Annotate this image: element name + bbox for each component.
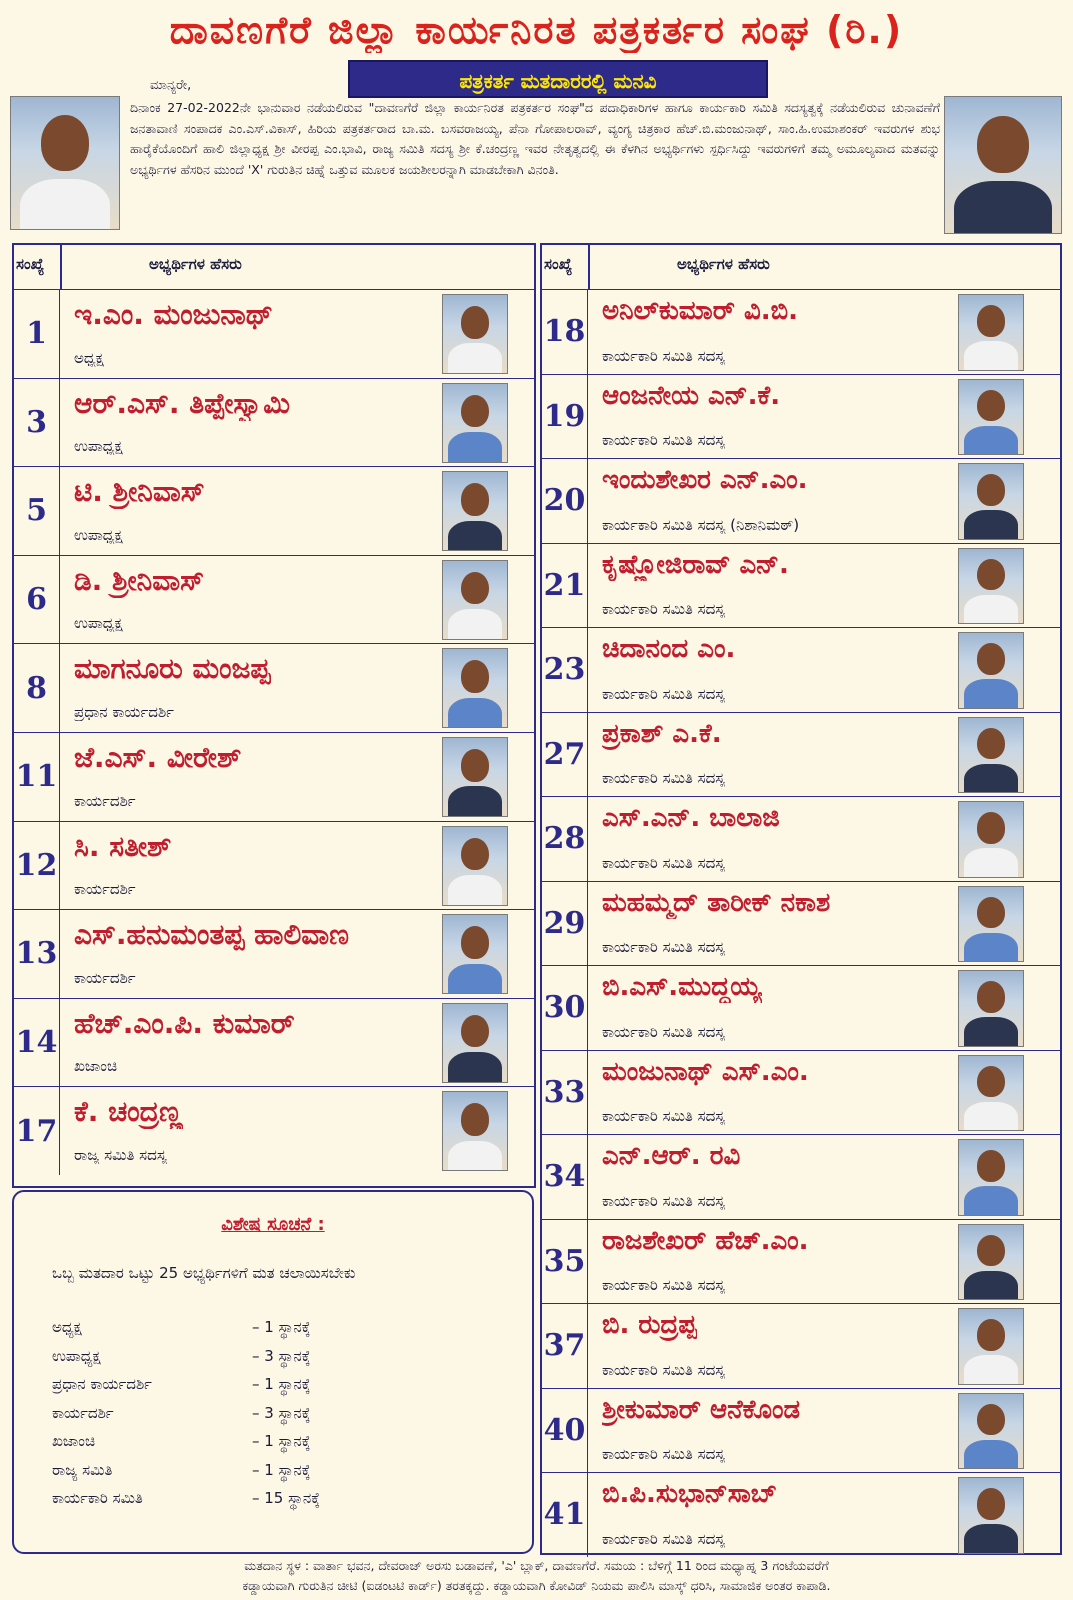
quota-row	[52, 1375, 472, 1393]
left-candidate-row	[14, 909, 534, 998]
candidate-name: ಇಂದುಶೇಖರ ಎನ್.ಎಂ.	[602, 465, 808, 495]
candidate-name: ಮಂಜುನಾಥ್ ಎಸ್.ಎಂ.	[602, 1056, 809, 1087]
candidate-photo	[958, 1477, 1024, 1554]
candidate-role: ಕಾರ್ಯಕಾರಿ ಸಮಿತಿ ಸದಸ್ಯ	[602, 1107, 726, 1125]
candidate-role: ಕಾರ್ಯಕಾರಿ ಸಮಿತಿ ಸದಸ್ಯ	[602, 769, 726, 787]
quota-row	[52, 1318, 472, 1336]
candidate-photo	[442, 737, 508, 817]
candidate-number: 21	[542, 544, 588, 628]
left-candidate-row	[14, 555, 534, 644]
candidate-role: ಕಾರ್ಯಕಾರಿ ಸಮಿತಿ ಸದಸ್ಯ	[602, 1360, 726, 1379]
greeting: ಮಾನ್ಯರೇ,	[150, 78, 192, 93]
candidate-role: ಕಾರ್ಯಕಾರಿ ಸಮಿತಿ ಸದಸ್ಯ	[602, 684, 726, 703]
candidate-number: 6	[14, 556, 60, 644]
candidate-role: ಕಾರ್ಯಕಾರಿ ಸಮಿತಿ ಸದಸ್ಯ	[602, 1445, 726, 1463]
quota-row	[52, 1432, 472, 1450]
candidate-name: ಅನಿಲ್‌ಕುಮಾರ್ ವಿ.ಬಿ.	[602, 296, 798, 326]
right-candidate-row	[542, 1134, 1060, 1219]
candidate-role: ಕಾರ್ಯಕಾರಿ ಸಮಿತಿ ಸದಸ್ಯ	[602, 1529, 726, 1548]
candidate-name: ಪ್ರಕಾಶ್ ಎ.ಕೆ.	[602, 718, 722, 749]
candidate-number: 27	[542, 713, 588, 797]
candidate-number: 41	[542, 1473, 588, 1557]
quota-row	[52, 1347, 472, 1365]
right-candidate-row	[542, 712, 1060, 797]
right-candidate-row	[542, 881, 1060, 966]
left-candidates-table	[12, 243, 536, 1188]
candidate-role: ಕಾರ್ಯಕಾರಿ ಸಮಿತಿ ಸದಸ್ಯ	[602, 1276, 726, 1294]
candidate-number: 1	[14, 290, 60, 378]
candidate-name: ಸಿ. ಸತೀಶ್	[74, 829, 172, 863]
left-name-header: ಅಭ್ಯರ್ಥಿಗಳ ಹೆಸರು	[149, 255, 242, 273]
candidate-number: 37	[542, 1304, 588, 1388]
quota-post: ರಾಜ್ಯ ಸಮಿತಿ	[52, 1460, 113, 1479]
candidate-photo	[958, 1308, 1024, 1385]
right-candidate-row	[542, 1472, 1060, 1557]
candidate-name: ಡಿ. ಶ್ರೀನಿವಾಸ್	[74, 563, 205, 597]
right-number-header: ಸಂಖ್ಯೆ	[544, 255, 573, 273]
left-candidate-row	[14, 466, 534, 555]
candidate-photo	[958, 548, 1024, 625]
quota-count: – 15 ಸ್ಥಾನಕ್ಕೆ	[252, 1489, 321, 1507]
candidate-number: 40	[542, 1389, 588, 1473]
candidate-name: ಮಹಮ್ಮದ್ ತಾರೀಕ್ ನಕಾಶ	[602, 887, 831, 918]
candidate-role: ಖಜಾಂಚಿ	[74, 1057, 118, 1076]
quota-post: ಉಪಾಧ್ಯಕ್ಷ	[52, 1346, 101, 1365]
candidate-role: ಕಾರ್ಯಕಾರಿ ಸಮಿತಿ ಸದಸ್ಯ	[602, 431, 726, 449]
candidate-role: ಕಾರ್ಯದರ್ಶಿ	[74, 880, 136, 899]
right-candidate-row	[542, 965, 1060, 1050]
candidate-role: ಕಾರ್ಯಕಾರಿ ಸಮಿತಿ ಸದಸ್ಯ	[602, 600, 726, 618]
candidate-role: ಉಪಾಧ್ಯಕ್ಷ	[74, 437, 123, 456]
candidate-number: 3	[14, 379, 60, 467]
candidate-name: ಟಿ. ಶ್ರೀನಿವಾಸ್	[74, 475, 205, 509]
candidate-number: 8	[14, 644, 60, 732]
candidate-name: ಇ.ಎಂ. ಮಂಜುನಾಥ್	[74, 298, 273, 331]
candidate-number: 20	[542, 459, 588, 543]
candidate-number: 35	[542, 1220, 588, 1304]
candidate-number: 14	[14, 999, 60, 1087]
candidate-name: ಆರ್.ಎಸ್. ತಿಪ್ಪೇಸ್ವಾಮಿ	[74, 386, 290, 420]
quota-count: – 1 ಸ್ಥಾನಕ್ಕೆ	[252, 1318, 311, 1336]
candidate-number: 19	[542, 375, 588, 459]
right-candidate-row	[542, 1303, 1060, 1388]
instructions-text: ಒಬ್ಬ ಮತದಾರ ಒಟ್ಟು 25 ಅಭ್ಯರ್ಥಿಗಳಿಗೆ ಮತ ಚಲಾಯಿಸಬೇಕು	[52, 1264, 356, 1282]
right-candidate-row	[542, 627, 1060, 712]
left-candidate-row	[14, 643, 534, 732]
quota-row	[52, 1404, 472, 1422]
candidate-name: ಎಸ್.ಎನ್. ಬಾಲಾಜಿ	[602, 803, 780, 833]
quota-post: ಕಾರ್ಯಕಾರಿ ಸಮಿತಿ	[52, 1489, 143, 1507]
candidate-photo	[442, 826, 508, 906]
candidate-role: ಉಪಾಧ್ಯಕ್ಷ	[74, 614, 123, 633]
candidate-number: 29	[542, 882, 588, 966]
quota-row	[52, 1489, 472, 1507]
candidate-number: 34	[542, 1135, 588, 1219]
right-candidate-row	[542, 796, 1060, 881]
left-candidate-row	[14, 732, 534, 821]
right-candidate-row	[542, 1050, 1060, 1135]
left-number-header: ಸಂಖ್ಯೆ	[16, 255, 45, 273]
candidate-name: ಮಾಗನೂರು ಮಂಜಪ್ಪ	[74, 652, 271, 686]
left-candidate-row	[14, 998, 534, 1087]
candidate-number: 12	[14, 822, 60, 910]
candidate-name: ಕೃಷ್ಣೋಜಿರಾವ್ ಎನ್.	[602, 549, 789, 580]
candidate-photo	[442, 1091, 508, 1171]
candidate-name: ಬಿ.ಪಿ.ಸುಭಾನ್‌ಸಾಬ್	[602, 1479, 777, 1509]
candidate-name: ಎಸ್.ಹನುಮಂತಪ್ಪ ಹಾಲಿವಾಣ	[74, 918, 349, 952]
quota-post: ಖಜಾಂಚಿ	[52, 1432, 96, 1450]
candidate-role: ಕಾರ್ಯದರ್ಶಿ	[74, 791, 136, 810]
candidate-photo	[442, 560, 508, 640]
candidate-role: ಕಾರ್ಯಕಾರಿ ಸಮಿತಿ ಸದಸ್ಯ	[602, 1191, 726, 1210]
left-candidate-row	[14, 1086, 534, 1175]
candidate-name: ಬಿ.ಎಸ್.ಮುದ್ದಯ್ಯ	[602, 972, 762, 1002]
footer-notice	[0, 1556, 1073, 1596]
left-candidate-row	[14, 378, 534, 467]
intro-paragraph: ದಿನಾಂಕ 27-02-2022ನೇ ಭಾನುವಾರ ನಡೆಯಲಿರುವ "ದಾವಣಗೆರೆ ಜಿಲ್ಲಾ ಕಾರ್ಯನಿರತ ಪತ್ರಕರ್ತರ ಸಂಘ"ದ ಪದಾಧಿಕಾರಿಗಳ ಹಾಗೂ ಕಾರ್ಯಕಾರಿ ಸಮಿತಿ ಸದಸ್ಯತ್ವಕ್ಕೆ ನಡೆಯಲಿರುವ ಚುನಾವಣೆಗೆ ಜನತಾವಾಣಿ ಸಂಪಾದಕ ಎಂ.ಎಸ್.ವಿಕಾಸ್, ಹಿರಿಯ ಪತ್ರಕರ್ತರಾದ ಬಾ.ಮ. ಬಸವರಾಜಯ್ಯ, ಪೆನಾ ಗೋಪಾಲರಾವ್, ವ್ಯಂಗ್ಯ ಚಿತ್ರಕಾರ ಹೆಚ್.ಬಿ.ಮಂಜುನಾಥ್, ಸಾಂ.ಹಿ.ಉಮಾಶಂಕರ್ ಇವರುಗಳ ಶುಭ ಹಾರೈಕೆಯೊಂದಿಗೆ ಹಾಲಿ ಜಿಲ್ಲಾಧ್ಯಕ್ಷ ಶ್ರೀ ವೀರಪ್ಪ ಎಂ.ಭಾವಿ, ರಾಜ್ಯ ಸಮಿತಿ ಸದಸ್ಯ ಶ್ರೀ ಕೆ.ಚಂದ್ರಣ್ಣ ಇವರ ನೇತೃತ್ವದಲ್ಲಿ ಈ ಕೆಳಗಿನ ಅಭ್ಯರ್ಥಿಗಳು ಸ್ಪರ್ಧಿಸಿದ್ದು ಇವರುಗಳಿಗೆ ತಮ್ಮ ಅಮೂಲ್ಯವಾದ ಮತವನ್ನು ಅಭ್ಯರ್ಥಿಗಳ ಹೆಸರಿನ ಮುಂದೆ 'X' ಗುರುತಿನ ಚಿಹ್ನೆ ಒತ್ತುವ ಮೂಲಕ ಜಯಶೀಲರನ್ನಾಗಿ ಮಾಡಬೇಕಾಗಿ ವಿನಂತಿ.	[130, 100, 940, 177]
candidate-name: ಬಿ. ರುದ್ರಪ್ಪ	[602, 1310, 698, 1340]
quota-count: – 1 ಸ್ಥಾನಕ್ಕೆ	[252, 1375, 311, 1393]
quota-count: – 3 ಸ್ಥಾನಕ್ಕೆ	[252, 1403, 311, 1422]
footer-line-2: ಕಡ್ಡಾಯವಾಗಿ ಗುರುತಿನ ಚೀಟಿ (ಐಡಂಟಟಿ ಕಾರ್ಡ್) ತರತಕ್ಕದ್ದು. ಕಡ್ಡಾಯವಾಗಿ ಕೋವಿಡ್ ನಿಯಮ ಪಾಲಿಸಿ ಮಾಸ್ಕ್ ಧರಿಸಿ, ಸಾಮಾಜಿಕ ಅಂತರ ಕಾಪಾಡಿ.	[242, 1578, 831, 1593]
candidate-number: 11	[14, 733, 60, 821]
left-candidate-row	[14, 289, 534, 378]
candidate-photo	[958, 463, 1024, 540]
footer-line-1: ಮತದಾನ ಸ್ಥಳ : ವಾರ್ತಾ ಭವನ, ದೇವರಾಜ್ ಅರಸು ಬಡಾವಣೆ, 'ಎ' ಬ್ಲಾಕ್, ದಾವಣಗೆರೆ. ಸಮಯ : ಬೆಳಿಗ್ಗೆ 11 ರಿಂದ ಮಧ್ಯಾಹ್ನ 3 ಗಂಟೆಯವರೆಗೆ	[244, 1558, 829, 1573]
candidate-photo	[958, 294, 1024, 371]
quota-row	[52, 1461, 472, 1479]
candidate-role: ಉಪಾಧ್ಯಕ್ಷ	[74, 525, 123, 544]
candidate-photo	[958, 886, 1024, 963]
poster-title: ದಾವಣಗೆರೆ ಜಿಲ್ಲಾ ಕಾರ್ಯನಿರತ ಪತ್ರಕರ್ತರ ಸಂಘ (ರಿ.)	[169, 8, 904, 52]
candidate-photo	[958, 1224, 1024, 1301]
candidate-role: ಕಾರ್ಯಕಾರಿ ಸಮಿತಿ ಸದಸ್ಯ (ನಿಶಾನಿಮಠ್)	[602, 515, 800, 534]
right-candidate-row	[542, 543, 1060, 628]
candidate-role: ರಾಜ್ಯ ಸಮಿತಿ ಸದಸ್ಯ	[74, 1145, 167, 1164]
candidate-role: ಕಾರ್ಯಕಾರಿ ಸಮಿತಿ ಸದಸ್ಯ	[602, 1022, 726, 1041]
candidate-role: ಕಾರ್ಯಕಾರಿ ಸಮಿತಿ ಸದಸ್ಯ	[602, 346, 726, 365]
right-header-photo	[944, 96, 1062, 234]
left-header-photo	[10, 96, 120, 230]
candidate-photo	[442, 648, 508, 728]
quota-post: ಅಧ್ಯಕ್ಷ	[52, 1318, 82, 1336]
quota-count: – 3 ಸ್ಥಾನಕ್ಕೆ	[252, 1346, 311, 1365]
candidate-photo	[958, 632, 1024, 709]
candidate-name: ಕೆ. ಚಂದ್ರಣ್ಣ	[74, 1095, 183, 1129]
candidate-name: ಜೆ.ಎಸ್. ವೀರೇಶ್	[74, 741, 242, 774]
candidate-role: ಕಾರ್ಯದರ್ಶಿ	[74, 968, 136, 987]
right-candidate-row	[542, 1219, 1060, 1304]
instructions-title: ವಿಶೇಷ ಸೂಚನೆ :	[221, 1214, 325, 1235]
quota-count: – 1 ಸ್ಥಾನಕ್ಕೆ	[252, 1432, 311, 1450]
candidate-photo	[442, 383, 508, 463]
candidate-number: 30	[542, 966, 588, 1050]
candidate-role: ಪ್ರಧಾನ ಕಾರ್ಯದರ್ಶಿ	[74, 702, 174, 721]
candidate-number: 28	[542, 797, 588, 881]
candidate-name: ಹೆಚ್.ಎಂ.ಪಿ. ಕುಮಾರ್	[74, 1006, 295, 1040]
candidate-name: ಎನ್.ಆರ್. ರವಿ	[602, 1141, 741, 1171]
left-candidate-row	[14, 821, 534, 910]
candidate-number: 17	[14, 1087, 60, 1175]
candidate-photo	[442, 1003, 508, 1083]
candidate-role: ಕಾರ್ಯಕಾರಿ ಸಮಿತಿ ಸದಸ್ಯ	[602, 938, 726, 956]
quota-post: ಪ್ರಧಾನ ಕಾರ್ಯದರ್ಶಿ	[52, 1375, 152, 1393]
candidate-number: 33	[542, 1051, 588, 1135]
candidate-photo	[958, 801, 1024, 878]
candidate-photo	[958, 717, 1024, 794]
candidate-photo	[442, 294, 508, 374]
candidate-number: 23	[542, 628, 588, 712]
candidate-role: ಕಾರ್ಯಕಾರಿ ಸಮಿತಿ ಸದಸ್ಯ	[602, 853, 726, 872]
right-name-header: ಅಭ್ಯರ್ಥಿಗಳ ಹೆಸರು	[677, 255, 770, 273]
candidate-name: ಚಿದಾನಂದ ಎಂ.	[602, 634, 736, 664]
candidate-name: ಶ್ರೀಕುಮಾರ್ ಆನೆಕೊಂಡ	[602, 1394, 801, 1425]
quota-count: – 1 ಸ್ಥಾನಕ್ಕೆ	[252, 1460, 311, 1479]
candidate-photo	[958, 379, 1024, 456]
candidate-photo	[958, 1139, 1024, 1216]
right-candidate-row	[542, 1388, 1060, 1473]
candidate-photo	[958, 1055, 1024, 1132]
candidate-photo	[442, 914, 508, 994]
candidate-name: ರಾಜಶೇಖರ್ ಹೆಚ್.ಎಂ.	[602, 1225, 809, 1256]
candidate-number: 5	[14, 467, 60, 555]
candidate-number: 13	[14, 910, 60, 998]
candidate-number: 18	[542, 290, 588, 374]
right-candidate-row	[542, 289, 1060, 374]
poster-subtitle: ಪತ್ರಕರ್ತ ಮತದಾರರಲ್ಲಿ ಮನವಿ	[348, 60, 768, 98]
candidate-photo	[958, 970, 1024, 1047]
candidate-role: ಅಧ್ಯಕ್ಷ	[74, 348, 104, 367]
right-candidate-row	[542, 458, 1060, 543]
right-candidates-table	[540, 243, 1062, 1555]
candidate-photo	[958, 1393, 1024, 1470]
candidate-name: ಆಂಜನೇಯ ಎನ್.ಕೆ.	[602, 380, 781, 411]
special-instructions-box	[12, 1190, 534, 1554]
quota-post: ಕಾರ್ಯದರ್ಶಿ	[52, 1403, 114, 1422]
right-candidate-row	[542, 374, 1060, 459]
candidate-photo	[442, 471, 508, 551]
